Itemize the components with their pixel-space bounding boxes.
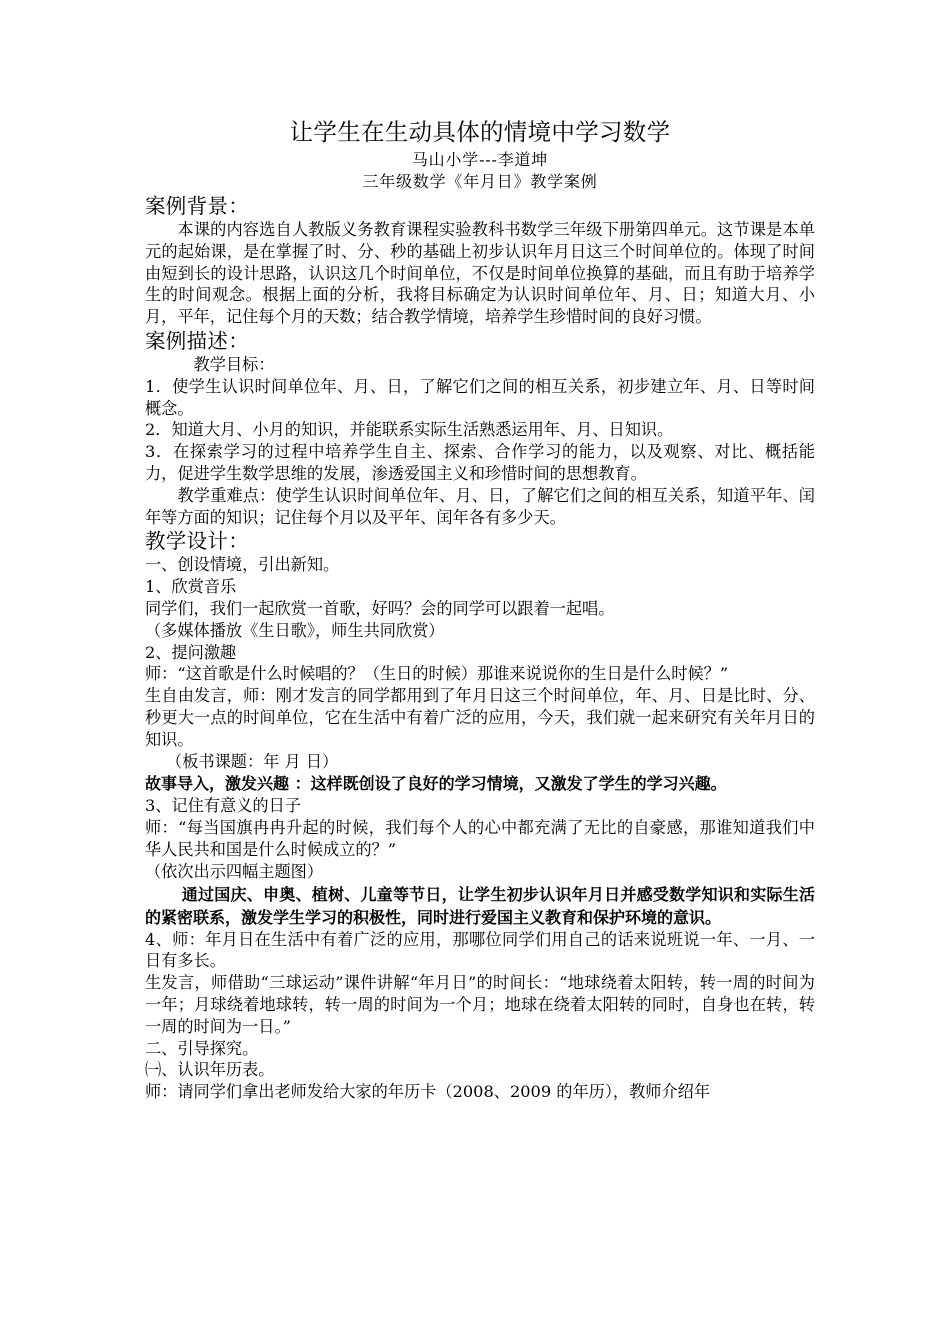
step-2-question: 师：“这首歌是什么时候唱的？（生日的时候）那谁来说说你的生日是什么时候？” xyxy=(145,664,729,684)
document-title: 让学生在生动具体的情境中学习数学 xyxy=(289,118,671,146)
step-2-board: （板书课题：年 月 日） xyxy=(166,751,339,771)
goal-1: 1．使学生认识时间单位年、月、日，了解它们之间的相互关系，初步建立年、月、日等时间概念。 xyxy=(145,376,815,418)
step-2-text: 生自由发言，师：刚才发言的同学都用到了年月日这三个时间单位，年、月、日是比时、分、秒更大一点的时间单位，它在生活中有着广泛的应用，今天，我们就一起来研究有关年月日的知识。 xyxy=(145,686,815,749)
design-heading: 教学设计： xyxy=(145,529,249,554)
description-heading: 案例描述： xyxy=(145,328,249,353)
step-1-text: 同学们，我们一起欣赏一首歌，好吗？会的同学可以跟着一起唱。 xyxy=(145,598,615,618)
step-4-text: 4、师：年月日在生活中有着广泛的应用，那哪位同学们用自己的话来说班说一年、一月、一日有多长。 xyxy=(145,929,815,971)
step-2-heading: 2、提问激趣 xyxy=(145,642,237,662)
background-paragraph: 本课的内容选自人教版义务教育课程实验教科书数学三年级下册第四单元。这节课是本单元的起始课，是在掌握了时、分、秒的基础上初步认识年月日这三个时间单位的。体现了时间由短到长的设计思路，认识这几个时间单位，不仅是时间单位换算的基础，而且有助于培养学生的时间观念。根据上面的分析，我将目标确定为认识时间单位年、月、日；知道大月、小月，平年，记住每个月的天数；结合教学情境，培养学生珍惜时间的良好习惯。 xyxy=(145,220,815,327)
step-1-note: （多媒体播放《生日歌》，师生共同欣赏） xyxy=(145,620,445,640)
comment-2: 通过国庆、申奥、植树、儿童等节日，让学生初步认识年月日并感受数学知识和实际生活的紧密联系，激发学生学习的积极性，同时进行爱国主义教育和保护环境的意识。 xyxy=(145,884,815,927)
step-3-text: 师：“每当国旗冉冉升起的时候，我们每个人的心中都充满了无比的自豪感，那谁知道我们中华人民共和国是什么时候成立的？” xyxy=(145,818,815,859)
goal-3: 3．在探索学习的过程中培养学生自主、探索、合作学习的能力，以及观察、对比、概括能力，促进学生数学思维的发展，渗透爱国主义和珍惜时间的思想教育。 xyxy=(145,442,815,483)
step-4-explanation: 生发言，师借助“三球运动”课件讲解“年月日”的时间长：“地球绕着太阳转，转一周的时间为一年；月球绕着地球转，转一周的时间为一个月；地球在绕着太阳转的同时，自身也在转，转一周的时间为一日。” xyxy=(145,973,815,1036)
part-2-text: 师：请同学们拿出老师发给大家的年历卡（2008、2009 的年历），教师介绍年 xyxy=(145,1082,711,1102)
part-2-heading: 二、引导探究。 xyxy=(145,1038,259,1058)
part-1-heading: 一、创设情境，引出新知。 xyxy=(145,555,340,575)
author-line: 马山小学---李道坤 xyxy=(411,150,549,169)
step-3-heading: 3、记住有意义的日子 xyxy=(145,796,301,816)
document-subtitle: 三年级数学《年月日》教学案例 xyxy=(362,172,598,191)
step-1-heading: 1、欣赏音乐 xyxy=(145,577,237,597)
part-2-sub-1: ㈠、认识年历表。 xyxy=(145,1060,275,1080)
document-page xyxy=(145,108,815,1103)
key-points: 教学重难点：使学生认识时间单位年、月、日，了解它们之间的相互关系，知道平年、闰年等方面的知识；记住每个月以及平年、闰年各有多少天。 xyxy=(145,485,815,527)
background-heading: 案例背景： xyxy=(145,194,249,218)
goals-label: 教学目标： xyxy=(193,354,275,374)
goal-2: 2．知道大月、小月的知识，并能联系实际生活熟悉运用年、月、日知识。 xyxy=(145,420,674,440)
comment-1: 故事导入，激发兴趣 ：这样既创设了良好的学习情境，又激发了学生的学习兴趣。 xyxy=(145,774,727,794)
step-3-note: （依次出示四幅主题图） xyxy=(145,861,324,881)
